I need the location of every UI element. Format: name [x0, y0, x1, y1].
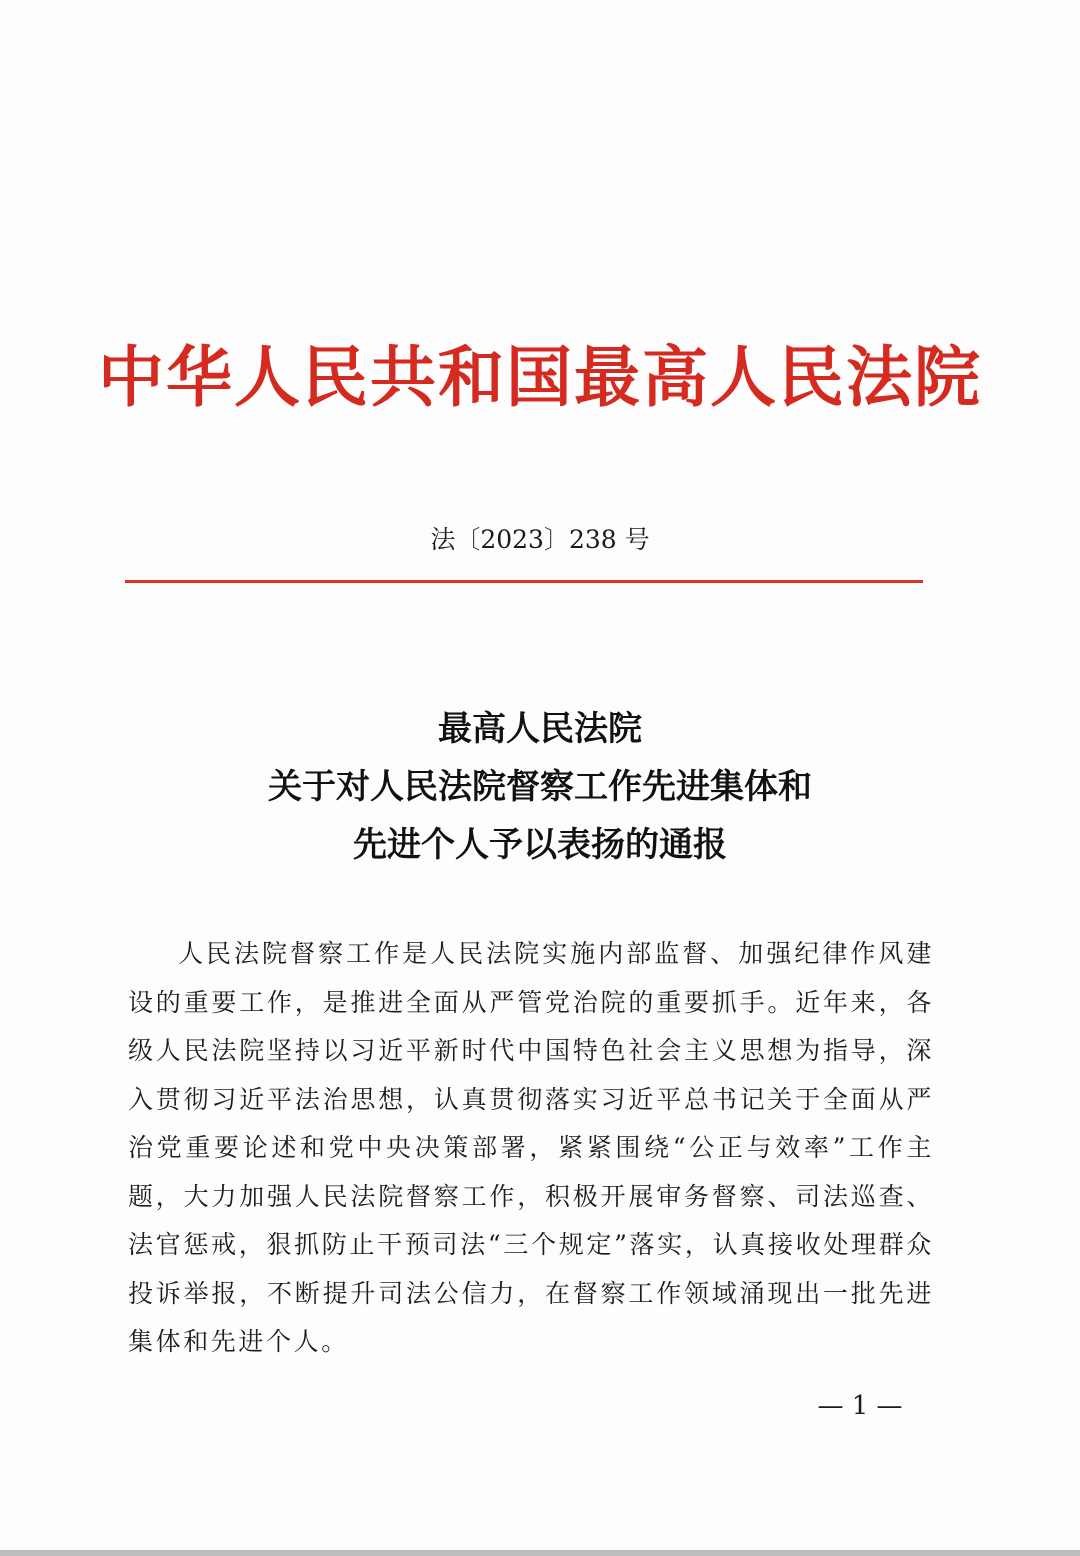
document-number: 法〔2023〕238 号 — [430, 525, 650, 554]
title-line: 关于对人民法院督察工作先进集体和 — [268, 767, 812, 807]
body-paragraph: 人民法院督察工作是人民法院实施内部监督、加强纪律作风建设的重要工作，是推进全面从严管党治院的重要抓手。近年来，各级人民法院坚持以习近平新时代中国特色社会主义思想为指导，深入贯彻习近平法治思想，认真贯彻落实习近平总书记关于全面从严治党重要论述和党中央决策部署，紧紧围绕“公正与效率”工作主题，大力加强人民法院督察工作，积极开展审务督察、司法巡查、法官惩戒，狠抓防止干预司法“三个规定”落实，认真接收处理群众投诉举报，不断提升司法公信力，在督察工作领域涌现出一批先进集体和先进个人。 — [128, 939, 934, 1356]
document-title — [0, 700, 1080, 874]
page-number: — 1 — — [817, 1391, 903, 1421]
issuer-masthead: 中华人民共和国最高人民法院 — [98, 338, 982, 416]
red-divider-line — [125, 580, 923, 583]
title-line: 先进个人予以表扬的通报 — [353, 825, 727, 865]
scan-bottom-edge — [0, 1550, 1080, 1556]
title-line: 最高人民法院 — [438, 709, 642, 749]
